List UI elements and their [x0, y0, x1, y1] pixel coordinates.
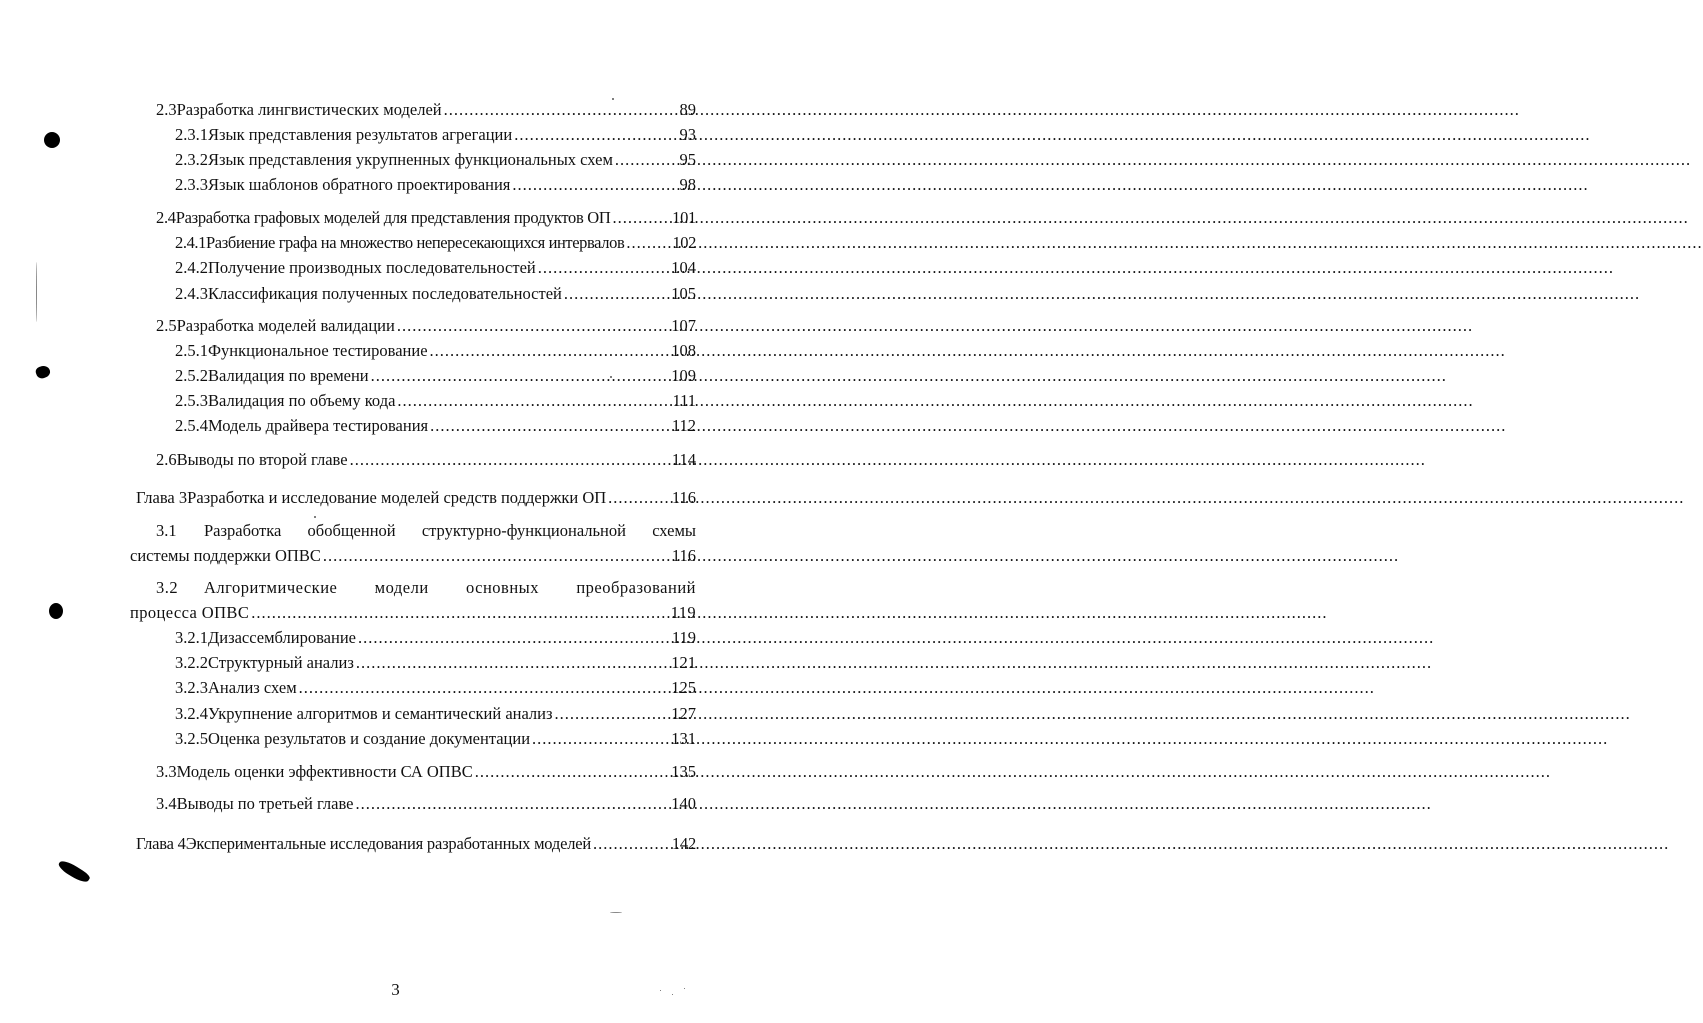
toc-leader: [444, 100, 678, 120]
toc-title: Экспериментальные исследования разработанных моделей: [185, 834, 591, 853]
toc-entry: [175, 175, 696, 195]
scan-blot: [57, 858, 92, 885]
toc-page-number: 135: [671, 762, 696, 781]
toc-leader: [564, 284, 669, 304]
toc-entry: [175, 366, 696, 386]
toc-leader: [593, 834, 670, 854]
toc-chapter-entry: [136, 488, 696, 508]
toc-entry: [175, 341, 696, 361]
scan-speck: [314, 516, 316, 518]
toc-number: 2.3.1: [175, 125, 208, 144]
toc-page-number: 104: [671, 258, 696, 277]
toc-title: Структурный анализ: [208, 653, 354, 672]
toc-page-number: 107: [671, 316, 696, 335]
toc-page-number: 101: [672, 208, 696, 227]
toc-number: 2.4.2: [175, 258, 208, 277]
toc-chapter-number: Глава 3: [136, 488, 188, 507]
toc-number: 3.1: [156, 521, 177, 540]
toc-entry: [175, 233, 696, 253]
toc-number: 2.3.2: [175, 150, 208, 169]
toc-page-number: 111: [672, 391, 696, 410]
toc-entry: [175, 284, 696, 304]
toc-leader: [323, 546, 670, 566]
toc-number: 2.3.3: [175, 175, 208, 194]
toc-entry: [175, 729, 696, 749]
toc-page-number: 116: [671, 546, 696, 565]
toc-page-number: 119: [671, 628, 696, 647]
toc-number: 3.2.2: [175, 653, 208, 672]
scan-speck: [684, 988, 685, 989]
toc-number: 3.3: [156, 762, 177, 781]
toc-number: 3.2.1: [175, 628, 208, 647]
toc-title: Язык представления укрупненных функциональных схем: [208, 150, 613, 169]
toc-leader: [626, 233, 670, 253]
toc-page-number: 116: [671, 488, 696, 507]
toc-chapter-number: Глава 4: [136, 834, 186, 853]
toc-leader: [615, 150, 678, 170]
toc-title: Язык представления результатов агрегации: [208, 125, 513, 144]
toc-entry: [175, 416, 696, 436]
toc-leader: [299, 678, 670, 698]
toc-leader: [397, 391, 670, 411]
scan-speck: [672, 994, 673, 995]
toc-number: 2.4.3: [175, 284, 208, 303]
toc-number: 2.6: [156, 450, 177, 469]
page-number: 3: [391, 980, 400, 999]
toc-page-number: 127: [671, 704, 696, 723]
toc-leader: [475, 762, 670, 782]
toc-entry: [156, 316, 696, 336]
document-page: [0, 0, 791, 1023]
toc-entry: [175, 125, 696, 145]
toc-chapter-entry: [136, 834, 696, 854]
toc-leader: [514, 125, 677, 145]
toc-entry: [175, 628, 696, 648]
toc-leader: [358, 628, 670, 648]
toc-title: Валидация по времени: [208, 366, 369, 385]
toc-title: Оценка результатов и создание документации: [208, 729, 531, 748]
toc-page-number: 109: [671, 366, 696, 385]
toc-entry: [156, 208, 696, 228]
toc-entry: [156, 450, 696, 470]
toc-number: 2.4: [156, 208, 176, 227]
toc-title: Разбиение графа на множество непересекающихся интервалов: [206, 233, 625, 252]
toc-leader: [512, 175, 677, 195]
scan-speck: [610, 376, 612, 378]
toc-title: Анализ схем: [208, 678, 297, 697]
toc-page-number: 114: [671, 450, 696, 469]
scan-blot: [49, 603, 63, 619]
toc-leader: [251, 603, 668, 623]
scan-speck: [610, 912, 622, 913]
toc-title: Выводы по второй главе: [176, 450, 348, 469]
toc-entry-line-2: [130, 603, 696, 623]
toc-page-number: 125: [671, 678, 696, 697]
toc-page-number: 112: [671, 416, 696, 435]
toc-title: Разработка лингвистических моделей: [176, 100, 442, 119]
scan-speck: [612, 98, 614, 100]
toc-page-number: 108: [671, 341, 696, 360]
toc-entry: [156, 762, 696, 782]
toc-title: Модель драйвера тестирования: [208, 416, 429, 435]
toc-leader: [555, 704, 670, 724]
toc-page-number: 89: [679, 100, 696, 119]
toc-number: 2.5.2: [175, 366, 208, 385]
toc-title: Алгоритмические модели основных преобразований: [204, 578, 696, 597]
toc-entry: [175, 704, 696, 724]
toc-number: 3.4: [156, 794, 177, 813]
toc-entry-line-1: [156, 521, 696, 541]
toc-page-number: 93: [679, 125, 696, 144]
toc-title: Разработка графовых моделей для представления продуктов ОП: [175, 208, 611, 227]
toc-number: 2.5.1: [175, 341, 208, 360]
scan-blot: [44, 132, 60, 148]
toc-leader: [613, 208, 671, 228]
toc-page-number: 105: [671, 284, 696, 303]
toc-leader: [430, 416, 670, 436]
toc-number: 3.2.3: [175, 678, 208, 697]
toc-leader: [350, 450, 670, 470]
toc-leader: [430, 341, 670, 361]
toc-page-number: 140: [671, 794, 696, 813]
toc-page-number: 119: [670, 603, 696, 622]
scan-speck: [660, 990, 661, 991]
toc-title-continuation: системы поддержки ОПВС: [130, 546, 321, 565]
toc-title: Разработка моделей валидации: [176, 316, 395, 335]
toc-title: Дизассемблирование: [208, 628, 356, 647]
toc-leader: [608, 488, 670, 508]
toc-title: Разработка обобщенной структурно-функциональной схемы: [204, 521, 696, 540]
toc-leader: [538, 258, 670, 278]
toc-number: 3.2: [156, 578, 179, 597]
toc-page-number: 131: [671, 729, 696, 748]
toc-entry: [175, 258, 696, 278]
toc-title: Функциональное тестирование: [208, 341, 428, 360]
toc-entry: [175, 653, 696, 673]
toc-title: Разработка и исследование моделей средств поддержки ОП: [187, 488, 607, 507]
toc-page-number: 142: [671, 834, 696, 853]
toc-leader: [371, 366, 670, 386]
toc-number: 2.5.3: [175, 391, 208, 410]
toc-title-continuation: процесса ОПВС: [130, 603, 250, 622]
toc-page-number: 95: [679, 150, 696, 169]
toc-page-number: 98: [679, 175, 696, 194]
toc-number: 2.5: [156, 316, 177, 335]
toc-number: 3.2.5: [175, 729, 208, 748]
toc-title: Валидация по объему кода: [208, 391, 396, 410]
toc-number: 3.2.4: [175, 704, 208, 723]
toc-leader: [355, 794, 669, 814]
toc-entry: [175, 150, 696, 170]
toc-title: Получение производных последовательностей: [208, 258, 536, 277]
toc-leader: [397, 316, 669, 336]
toc-entry: [156, 794, 696, 814]
toc-page-number: 121: [671, 653, 696, 672]
toc-title: Классификация полученных последовательностей: [208, 284, 562, 303]
toc-page-number: 102: [672, 233, 696, 252]
toc-entry-line-2: [130, 546, 696, 566]
toc-title: Укрупнение алгоритмов и семантический анализ: [208, 704, 553, 723]
toc-entry: [156, 100, 696, 120]
toc-title: Модель оценки эффективности СА ОПВС: [176, 762, 473, 781]
toc-leader: [532, 729, 669, 749]
toc-leader: [356, 653, 669, 673]
toc-number: 2.5.4: [175, 416, 208, 435]
toc-title: Язык шаблонов обратного проектирования: [208, 175, 511, 194]
toc-title: Выводы по третьей главе: [176, 794, 354, 813]
toc-entry: [175, 391, 696, 411]
scan-blot: [34, 364, 51, 380]
scan-mark: [36, 262, 37, 322]
toc-entry: [175, 678, 696, 698]
toc-number: 2.4.1: [175, 233, 207, 252]
toc-entry-line-1: [156, 578, 696, 598]
toc-number: 2.3: [156, 100, 177, 119]
